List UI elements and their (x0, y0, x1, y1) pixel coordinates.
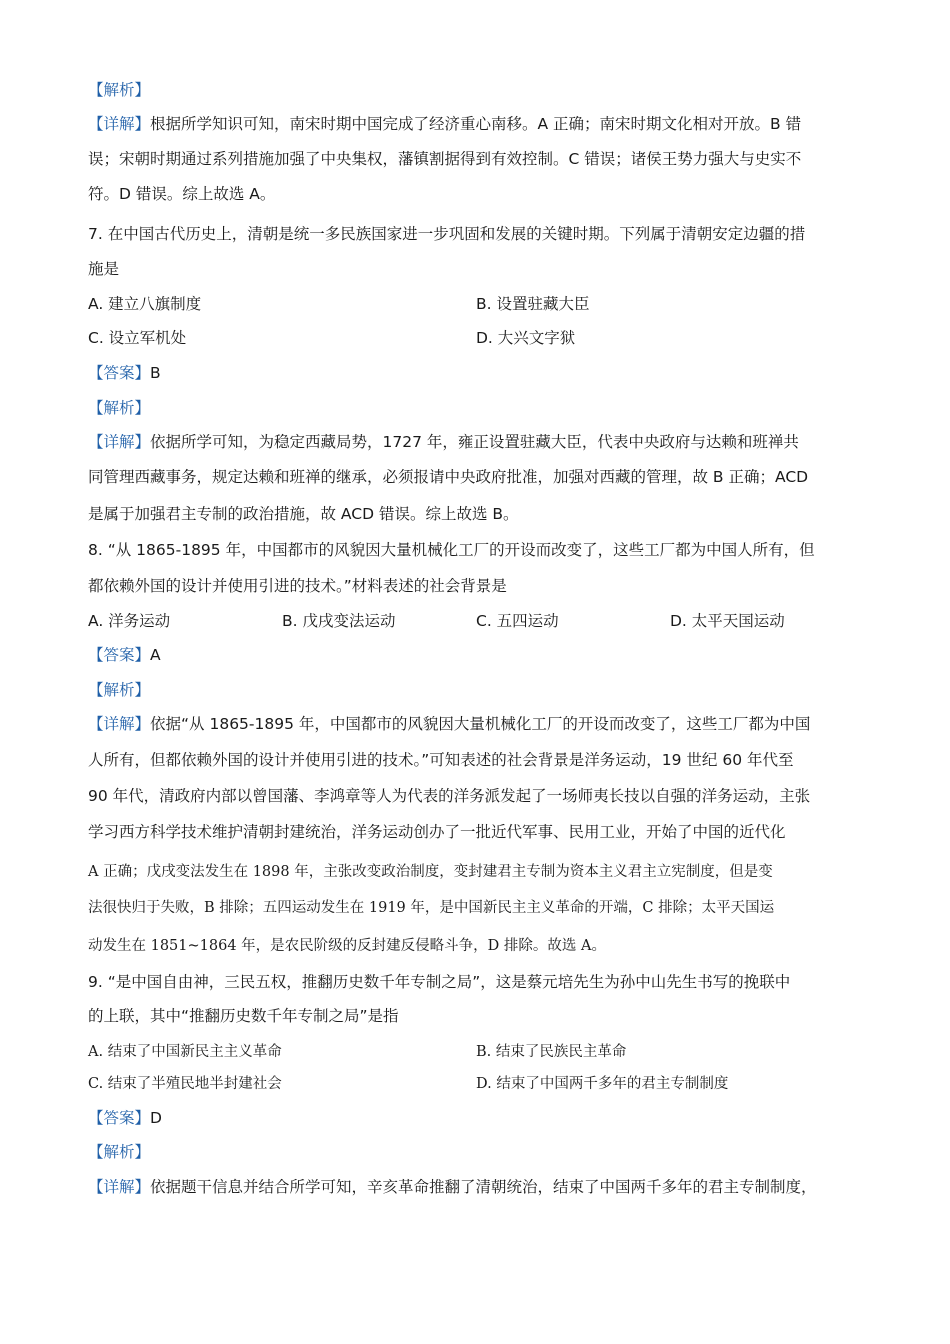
q8-option-a: A. 洋务运动 (88, 612, 171, 630)
q9-option-b: B. 结束了民族民主革命 (476, 1044, 627, 1060)
q6-detail-line-3: 符。D 错误。综上故选 A。 (88, 185, 276, 203)
answer-tag: 【答案】 (88, 646, 151, 664)
q7-detail-text-1: 依据所学可知，为稳定西藏局势，1727 年，雍正设置驻藏大臣，代表中央政府与达赖和班禅共 (150, 433, 799, 451)
q8-option-c: C. 五四运动 (476, 612, 559, 630)
q8-stem-line-1: 8. “从 1865-1895 年，中国都市的风貌因大量机械化工厂的开设而改变了，这些工厂都为中国人所有，但 (88, 541, 815, 559)
detail-tag: 【详解】 (88, 115, 151, 133)
q9-answer (88, 1108, 868, 1128)
analysis-tag: 【解析】 (88, 1143, 151, 1161)
q7-stem-line-1: 7. 在中国古代历史上，清朝是统一多民族国家进一步巩固和发展的关键时期。下列属于清朝安定边疆的措 (88, 225, 806, 243)
q9-stem-line-2: 的上联，其中“推翻历史数千年专制之局”是指 (88, 1007, 399, 1025)
q8-detail-line-2: 人所有，但都依赖外国的设计并使用引进的技术。”可知表述的社会背景是洋务运动，19 世纪 60 年代至 (88, 751, 794, 769)
q8-detail-line-6: 法很快归于失败，B 排除；五四运动发生在 1919 年，是中国新民主主义革命的开端，C 排除；太平天国运 (88, 900, 775, 916)
analysis-tag: 【解析】 (88, 681, 151, 699)
q8-stem-line-2: 都依赖外国的设计并使用引进的技术。”材料表述的社会背景是 (88, 577, 507, 595)
detail-tag: 【详解】 (88, 715, 151, 733)
q7-answer (88, 363, 868, 383)
q9-option-d: D. 结束了中国两千多年的君主专制制度 (476, 1076, 729, 1092)
q9-answer-value: D (150, 1109, 162, 1127)
q7-option-b: B. 设置驻藏大臣 (476, 295, 590, 313)
q9-option-a: A. 结束了中国新民主主义革命 (88, 1044, 282, 1060)
q8-detail-line-7: 动发生在 1851~1864 年，是农民阶级的反封建反侵略斗争，D 排除。故选 A。 (88, 938, 606, 954)
q9-detail-text-1: 依据题干信息并结合所学可知，辛亥革命推翻了清朝统治，结束了中国两千多年的君主专制制度， (150, 1178, 817, 1196)
q8-detail-line-3: 90 年代，清政府内部以曾国藩、李鸿章等人为代表的洋务派发起了一场师夷长技以自强的洋务运动，主张 (88, 787, 811, 805)
q7-stem-line-2: 施是 (88, 260, 120, 278)
q9-option-c: C. 结束了半殖民地半封建社会 (88, 1076, 282, 1092)
q7-detail-line-2: 同管理西藏事务，规定达赖和班禅的继承，必须报请中央政府批准，加强对西藏的管理，故 B 正确；ACD (88, 468, 809, 486)
q9-detail-line-1 (88, 1177, 868, 1197)
q8-answer (88, 645, 868, 665)
q8-analysis-heading (88, 680, 868, 700)
q8-detail-text-1: 依据“从 1865-1895 年，中国都市的风貌因大量机械化工厂的开设而改变了，这些工厂都为中国 (150, 715, 811, 733)
q8-detail-line-4: 学习西方科学技术维护清朝封建统治，洋务运动创办了一批近代军事、民用工业，开始了中国的近代化 (88, 823, 786, 841)
q7-option-c: C. 设立军机处 (88, 329, 187, 347)
q8-detail-line-5: A 正确；戊戌变法发生在 1898 年，主张改变政治制度，变封建君主专制为资本主义君主立宪制度，但是变 (88, 864, 773, 880)
q7-option-d: D. 大兴文字狱 (476, 329, 576, 347)
analysis-tag: 【解析】 (88, 399, 151, 417)
q6-detail-text-1: 根据所学知识可知，南宋时期中国完成了经济重心南移。A 正确；南宋时期文化相对开放。B 错 (150, 115, 802, 133)
answer-tag: 【答案】 (88, 1109, 151, 1127)
q9-analysis-heading (88, 1142, 868, 1162)
q7-answer-value: B (150, 364, 161, 382)
q7-detail-line-3: 是属于加强君主专制的政治措施，故 ACD 错误。综上故选 B。 (88, 505, 519, 523)
q8-option-b: B. 戊戌变法运动 (282, 612, 396, 630)
q7-analysis-heading (88, 398, 868, 418)
q7-detail-line-1 (88, 432, 868, 452)
detail-tag: 【详解】 (88, 1178, 151, 1196)
q6-detail-line-1 (88, 114, 868, 134)
answer-tag: 【答案】 (88, 364, 151, 382)
q6-analysis-heading (88, 80, 868, 100)
q8-option-d: D. 太平天国运动 (670, 612, 785, 630)
q7-option-a: A. 建立八旗制度 (88, 295, 202, 313)
q8-answer-value: A (150, 646, 161, 664)
q9-stem-line-1: 9. “是中国自由神，三民五权，推翻历史数千年专制之局”，这是蔡元培先生为孙中山先生书写的挽联中 (88, 973, 791, 991)
q8-detail-line-1 (88, 714, 868, 734)
analysis-tag: 【解析】 (88, 81, 151, 99)
detail-tag: 【详解】 (88, 433, 151, 451)
q6-detail-line-2: 误；宋朝时期通过系列措施加强了中央集权，藩镇割据得到有效控制。C 错误；诸侯王势力强大与史实不 (88, 150, 802, 168)
